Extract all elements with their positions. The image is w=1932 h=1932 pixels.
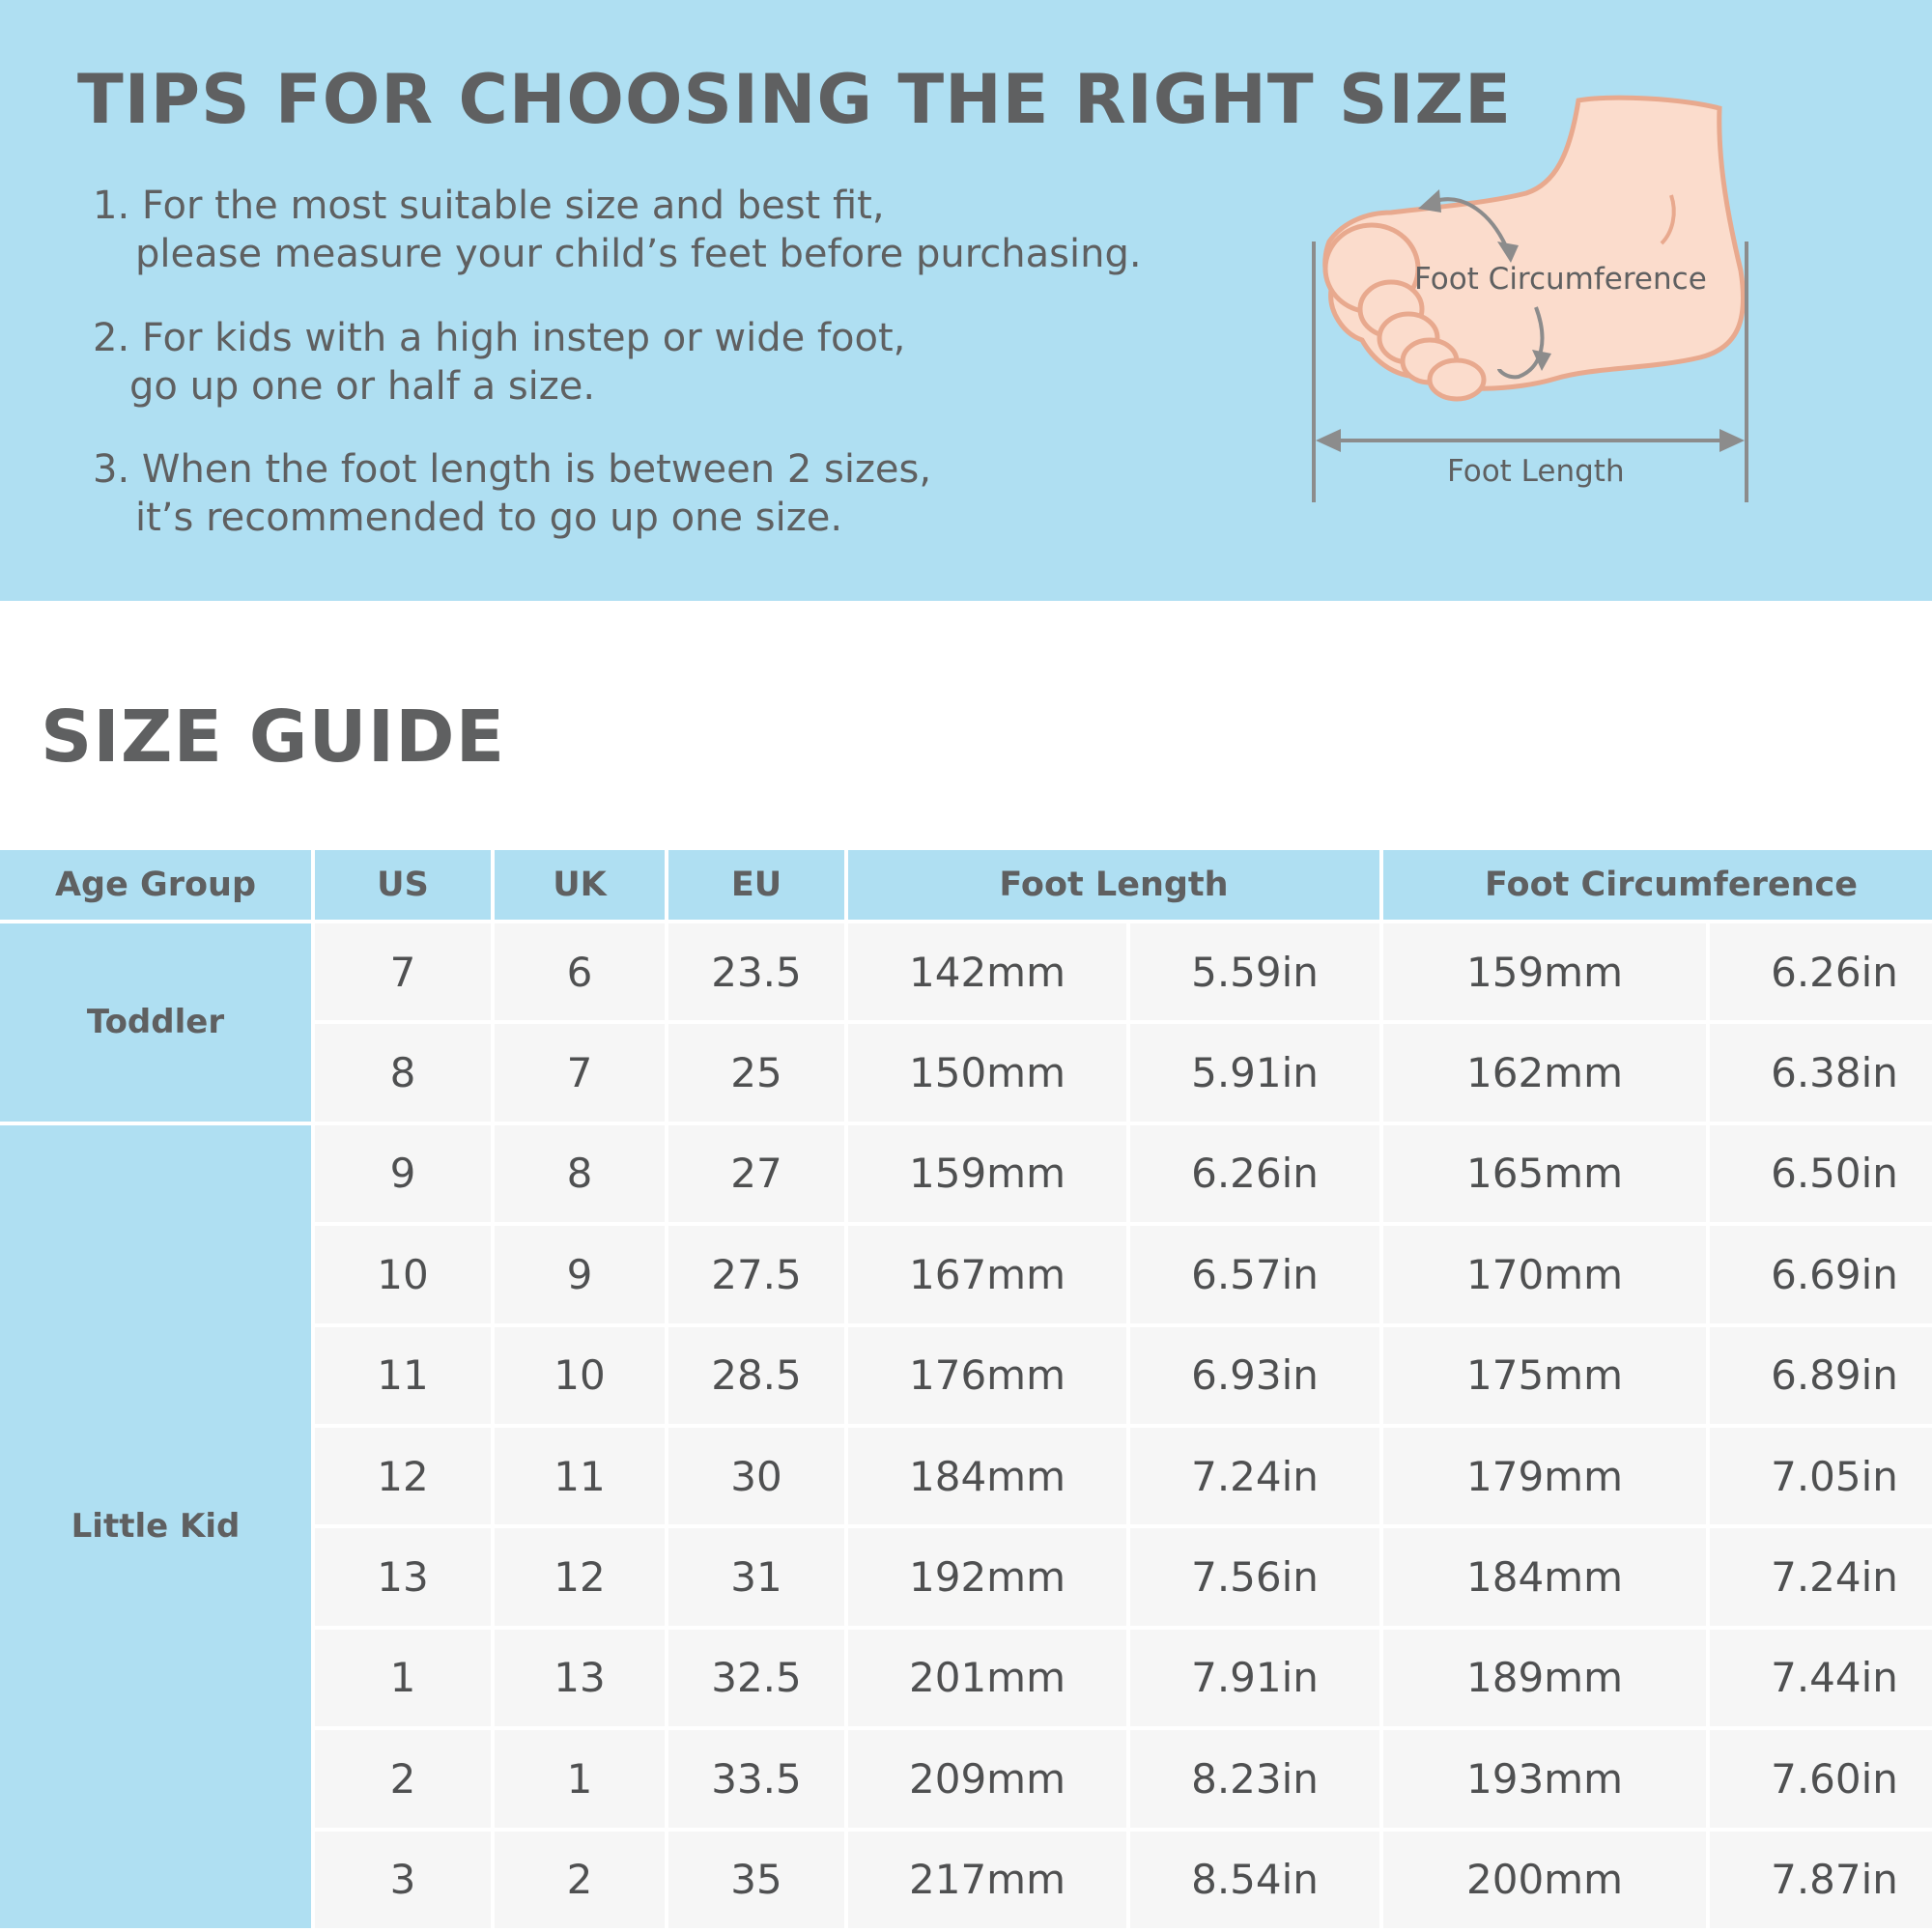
cell-us: 1 <box>315 1630 491 1726</box>
cell-length-mm: 150mm <box>848 1024 1126 1121</box>
cell-length-in: 6.57in <box>1130 1226 1379 1322</box>
header-foot-circumference: Foot Circumference <box>1383 850 1932 920</box>
cell-circumference-in: 7.60in <box>1710 1730 1932 1827</box>
cell-circumference-in: 7.87in <box>1710 1832 1932 1928</box>
cell-eu: 23.5 <box>668 923 844 1020</box>
header-foot-length: Foot Length <box>848 850 1379 920</box>
cell-length-mm: 159mm <box>848 1125 1126 1222</box>
cell-circumference-in: 6.38in <box>1710 1024 1932 1121</box>
cell-length-in: 7.91in <box>1130 1630 1379 1726</box>
cell-length-in: 7.56in <box>1130 1528 1379 1625</box>
cell-circumference-in: 7.05in <box>1710 1428 1932 1524</box>
cell-circumference-mm: 189mm <box>1383 1630 1706 1726</box>
length-arrowhead-left <box>1316 429 1341 452</box>
cell-eu: 27.5 <box>668 1226 844 1322</box>
cell-length-mm: 176mm <box>848 1327 1126 1424</box>
cell-us: 11 <box>315 1327 491 1424</box>
cell-us: 8 <box>315 1024 491 1121</box>
cell-length-mm: 209mm <box>848 1730 1126 1827</box>
cell-uk: 2 <box>495 1832 665 1928</box>
age-group-little-kid: Little Kid <box>0 1125 311 1928</box>
cell-length-in: 6.93in <box>1130 1327 1379 1424</box>
cell-us: 7 <box>315 923 491 1020</box>
cell-length-in: 5.91in <box>1130 1024 1379 1121</box>
cell-circumference-in: 6.69in <box>1710 1226 1932 1322</box>
table-row <box>0 1125 1932 1222</box>
cell-eu: 28.5 <box>668 1327 844 1424</box>
tip-2 <box>93 314 905 362</box>
tip-1-line1: For the most suitable size and best fit, <box>141 184 885 228</box>
foot-length-label: Foot Length <box>1447 454 1625 489</box>
cell-length-in: 8.54in <box>1130 1832 1379 1928</box>
circumference-arrowhead-top <box>1418 189 1441 213</box>
cell-uk: 11 <box>495 1428 665 1524</box>
cell-eu: 25 <box>668 1024 844 1121</box>
cell-circumference-mm: 193mm <box>1383 1730 1706 1827</box>
cell-us: 3 <box>315 1832 491 1928</box>
cell-uk: 6 <box>495 923 665 1020</box>
tip-3 <box>93 445 931 494</box>
age-group-toddler: Toddler <box>0 923 311 1122</box>
tip-2-number: 2. <box>93 316 130 360</box>
cell-circumference-mm: 200mm <box>1383 1832 1706 1928</box>
cell-circumference-in: 7.24in <box>1710 1528 1932 1625</box>
cell-circumference-mm: 184mm <box>1383 1528 1706 1625</box>
cell-us: 9 <box>315 1125 491 1222</box>
cell-circumference-in: 6.26in <box>1710 923 1932 1020</box>
cell-length-mm: 201mm <box>848 1630 1126 1726</box>
tip-1-number: 1. <box>93 184 130 228</box>
cell-circumference-in: 7.44in <box>1710 1630 1932 1726</box>
tip-1-line2: please measure your child’s feet before purchasing. <box>135 232 1142 276</box>
cell-eu: 32.5 <box>668 1630 844 1726</box>
table-row <box>0 923 1932 1020</box>
cell-uk: 7 <box>495 1024 665 1121</box>
tip-2-line1: For kids with a high instep or wide foot, <box>141 316 906 360</box>
cell-circumference-in: 6.50in <box>1710 1125 1932 1222</box>
cell-length-mm: 192mm <box>848 1528 1126 1625</box>
cell-eu: 30 <box>668 1428 844 1524</box>
cell-us: 2 <box>315 1730 491 1827</box>
foot-diagram <box>1294 87 1777 512</box>
tip-1 <box>93 182 885 230</box>
length-arrowhead-right <box>1719 429 1745 452</box>
cell-us: 10 <box>315 1226 491 1322</box>
cell-uk: 9 <box>495 1226 665 1322</box>
cell-eu: 35 <box>668 1832 844 1928</box>
cell-length-in: 8.23in <box>1130 1730 1379 1827</box>
cell-circumference-mm: 179mm <box>1383 1428 1706 1524</box>
cell-circumference-mm: 162mm <box>1383 1024 1706 1121</box>
cell-length-in: 7.24in <box>1130 1428 1379 1524</box>
cell-length-mm: 217mm <box>848 1832 1126 1928</box>
cell-circumference-mm: 175mm <box>1383 1327 1706 1424</box>
cell-eu: 33.5 <box>668 1730 844 1827</box>
header-us: US <box>315 850 491 920</box>
cell-length-mm: 167mm <box>848 1226 1126 1322</box>
cell-uk: 13 <box>495 1630 665 1726</box>
cell-uk: 12 <box>495 1528 665 1625</box>
cell-length-in: 6.26in <box>1130 1125 1379 1222</box>
tips-title: TIPS FOR CHOOSING THE RIGHT SIZE <box>77 60 1512 139</box>
cell-length-in: 5.59in <box>1130 923 1379 1020</box>
cell-uk: 10 <box>495 1327 665 1424</box>
header-uk: UK <box>495 850 665 920</box>
header-eu: EU <box>668 850 844 920</box>
size-guide-table <box>0 846 1932 1932</box>
cell-uk: 8 <box>495 1125 665 1222</box>
tip-3-line2: it’s recommended to go up one size. <box>135 496 843 540</box>
cell-us: 12 <box>315 1428 491 1524</box>
cell-length-mm: 184mm <box>848 1428 1126 1524</box>
toe-5 <box>1430 360 1484 399</box>
cell-eu: 27 <box>668 1125 844 1222</box>
tips-panel <box>0 0 1932 601</box>
cell-us: 13 <box>315 1528 491 1625</box>
cell-circumference-in: 6.89in <box>1710 1327 1932 1424</box>
cell-length-mm: 142mm <box>848 923 1126 1020</box>
cell-circumference-mm: 159mm <box>1383 923 1706 1020</box>
tip-3-line1: When the foot length is between 2 sizes, <box>141 447 932 492</box>
cell-uk: 1 <box>495 1730 665 1827</box>
cell-circumference-mm: 165mm <box>1383 1125 1706 1222</box>
tip-3-number: 3. <box>93 447 130 492</box>
cell-circumference-mm: 170mm <box>1383 1226 1706 1322</box>
header-age-group: Age Group <box>0 850 311 920</box>
header-row <box>0 850 1932 920</box>
foot-circumference-label: Foot Circumference <box>1414 262 1707 297</box>
tip-2-line2: go up one or half a size. <box>129 364 596 409</box>
size-guide-title: SIZE GUIDE <box>41 696 506 779</box>
cell-eu: 31 <box>668 1528 844 1625</box>
